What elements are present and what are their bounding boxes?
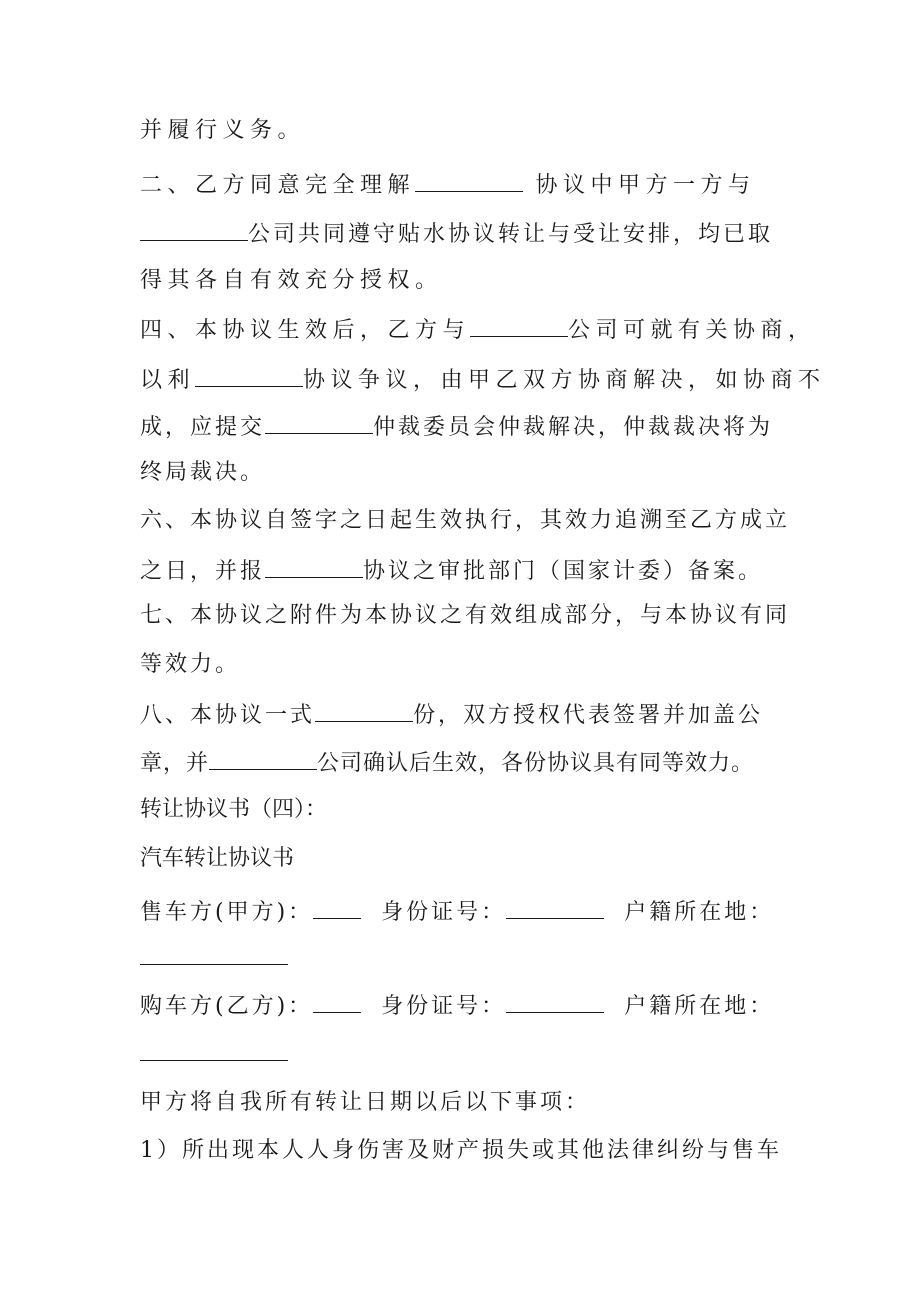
section-title: 转让协议书（四）： — [140, 797, 328, 822]
paragraph-line: 之日，并报 协议之审批部门（国家计委）备案。 — [140, 555, 763, 585]
buyer-id-blank[interactable] — [506, 990, 604, 1013]
fill-blank[interactable] — [265, 555, 363, 578]
matters-intro: 甲方将自我所有转让日期以后以下事项： — [140, 1090, 591, 1115]
buyer-info-line — [140, 990, 774, 1020]
paragraph-line: 以利 协议争议，由甲乙双方协商解决，如协商不 — [140, 364, 826, 394]
buyer-label: 购车方(乙方)： — [140, 994, 314, 1019]
fill-blank[interactable] — [470, 314, 568, 337]
fill-blank[interactable] — [195, 364, 303, 387]
seller-id-label: 身份证号： — [381, 900, 507, 925]
paragraph-line: 成，应提交 仲裁委员会仲裁解决，仲裁裁决将为 — [140, 411, 773, 441]
document-title: 汽车转让协议书 — [140, 846, 295, 871]
buyer-id-label: 身份证号： — [381, 994, 507, 1019]
seller-label: 售车方(甲方)： — [140, 900, 314, 925]
buyer-address-label: 户籍所在地： — [624, 994, 775, 1019]
list-item: 1）所出现本人人身伤害及财产损失或其他法律纠纷与售车 — [140, 1138, 782, 1163]
seller-info-line — [140, 896, 774, 926]
seller-name-blank[interactable] — [313, 896, 361, 919]
paragraph-line: 二、乙方同意完全理解 协议中甲方一方与 — [140, 169, 756, 199]
paragraph-line: 并履行义务。 — [140, 118, 306, 143]
paragraph-line: 八、本协议一式 份，双方授权代表签署并加盖公 — [140, 699, 763, 729]
buyer-name-blank[interactable] — [313, 990, 361, 1013]
fill-blank[interactable] — [140, 218, 248, 241]
paragraph-line: 四、本协议生效后，乙方与 公司可就有关协商， — [140, 314, 816, 344]
seller-address-blank[interactable] — [140, 964, 288, 965]
paragraph-line: 七、本协议之附件为本协议之有效组成部分，与本协议有同 — [140, 603, 791, 628]
paragraph-line: 公司共同遵守贴水协议转让与受让安排，均已取 — [140, 218, 773, 248]
seller-address-label: 户籍所在地： — [624, 900, 775, 925]
fill-blank[interactable] — [209, 747, 317, 770]
fill-blank[interactable] — [415, 169, 523, 192]
fill-blank[interactable] — [265, 411, 373, 434]
seller-id-blank[interactable] — [506, 896, 604, 919]
paragraph-line: 得其各自有效充分授权。 — [140, 268, 443, 293]
paragraph-line: 终局裁决。 — [140, 460, 266, 485]
buyer-address-blank[interactable] — [140, 1060, 288, 1061]
fill-blank[interactable] — [315, 699, 413, 722]
paragraph-line: 六、本协议自签字之日起生效执行，其效力追溯至乙方成立 — [140, 508, 791, 533]
paragraph-line: 章，并 公司确认后生效，各份协议具有同等效力。 — [140, 747, 754, 777]
paragraph-line: 等效力。 — [140, 652, 241, 677]
